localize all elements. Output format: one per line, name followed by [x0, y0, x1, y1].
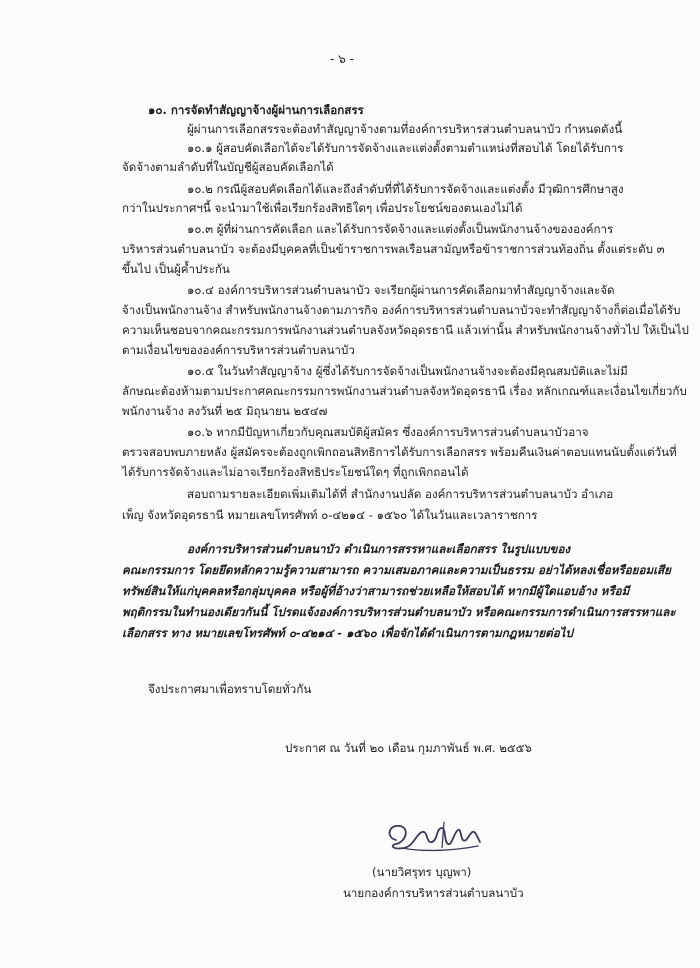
signer-title: นายกองค์การบริหารส่วนตำบลนาบัว — [343, 886, 524, 900]
item-10-3-line-2: บริหารส่วนตำบลนาบัว จะต้องมีบุคคลที่เป็นข้าราชการพลเรือนสามัญหรือข้าราชการส่วนท้องถิ่น ตั้งแต่ระดับ ๓ — [122, 242, 665, 256]
notice-line-4: พฤติกรรมในทำนองเดียวกันนี้ โปรดแจ้งองค์การบริหารส่วนตำบลนาบัว หรือคณะกรรมการดำเนินการสรรหาและ — [122, 605, 676, 619]
notice-line-3: ทรัพย์สินให้แก่บุคคลหรือกลุ่มบุคคล หรือผู้ที่อ้างว่าสามารถช่วยเหลือให้สอบได้ หากมีผู้ใดแอบอ้าง หรือมี — [122, 584, 630, 598]
item-10-4-line-2: จ้างเป็นพนักงานจ้าง สำหรับพนักงานจ้างตามภารกิจ องค์การบริหารส่วนตำบลนาบัวจะทำสัญญาจ้างก็ต่อเมื่อได้รับ — [122, 303, 681, 317]
item-10-2-line-1: ๑๐.๒ กรณีผู้สอบคัดเลือกได้และถึงลำดับที่ที่ได้รับการจัดจ้างและแต่งตั้ง มีวุฒิการศึกษาสูง — [187, 182, 624, 196]
item-10-2-line-2: กว่าในประกาศฯนี้ จะนำมาใช้เพื่อเรียกร้องสิทธิใดๆ เพื่อประโยชน์ของตนเองไม่ได้ — [122, 201, 523, 215]
notice-line-1: องค์การบริหารส่วนตำบลนาบัว ดำเนินการสรรหาและเลือกสรร ในรูปแบบของ — [187, 542, 571, 556]
item-10-4-line-1: ๑๐.๔ องค์การบริหารส่วนตำบลนาบัว จะเรียกผู้ผ่านการคัดเลือกมาทำสัญญาจ้างและจัด — [187, 283, 615, 297]
signature-image — [382, 818, 492, 858]
inquiry-line-1: สอบถามรายละเอียดเพิ่มเติมได้ที่ สำนักงานปลัด องค์การบริหารส่วนตำบลนาบัว อำเภอ — [187, 487, 614, 501]
inquiry-line-2: เพ็ญ จังหวัดอุดรธานี หมายเลขโทรศัพท์ ๐-๔๒๑๔ - ๑๕๖๐ ได้ในวันและเวลาราชการ — [122, 508, 538, 522]
item-10-1-line-2: จัดจ้างตามลำดับที่ในบัญชีผู้สอบคัดเลือกได้ — [122, 160, 334, 174]
date-line: ประกาศ ณ วันที่ ๒๐ เดือน กุมภาพันธ์ พ.ศ. ๒๕๕๖ — [285, 741, 532, 755]
announce-text: จึงประกาศมาเพื่อทราบโดยทั่วกัน — [148, 682, 312, 696]
item-10-6-line-3: ได้รับการจัดจ้างและไม่อาจเรียกร้องสิทธิประโยชน์ใดๆ ที่ถูกเพิกถอนได้ — [122, 465, 469, 479]
item-10-3-line-3: ขึ้นไป เป็นผู้ค้ำประกัน — [122, 262, 230, 276]
notice-line-5: เลือกสรร ทาง หมายเลขโทรศัพท์ ๐-๔๒๑๔ - ๑๕๖๐ เพื่อจักได้ดำเนินการตามกฎหมายต่อไป — [122, 626, 573, 640]
section-heading: ๑๐. การจัดทำสัญญาจ้างผู้ผ่านการเลือกสรร — [148, 103, 364, 117]
item-10-3-line-1: ๑๐.๓ ผู้ที่ผ่านการคัดเลือก และได้รับการจัดจ้างและแต่งตั้งเป็นพนักงานจ้างขององค์การ — [187, 222, 614, 236]
item-10-4-line-4: ตามเงื่อนไขขององค์การบริหารส่วนตำบลนาบัว — [122, 343, 355, 357]
signer-name: (นายวิศรุทร บุญพา) — [372, 865, 472, 879]
item-10-4-line-3: ความเห็นชอบจากคณะกรรมการพนักงานส่วนตำบลจังหวัดอุดรธานี แล้วเท่านั้น สำหรับพนักงานจ้างทั่วไป ให้เป็นไป — [122, 323, 689, 337]
notice-line-2: คณะกรรมการ โดยยึดหลักความรู้ความสามารถ ความเสมอภาคและความเป็นธรรม อย่าได้หลงเชื่อหรือยอมเสีย — [122, 563, 671, 577]
item-10-5-line-2: ลักษณะต้องห้ามตามประกาศคณะกรรมการพนักงานส่วนตำบลจังหวัดอุดรธานี เรื่อง หลักเกณฑ์และเงื่อนไขเกี่ยวกับ — [122, 384, 687, 398]
item-10-5-line-3: พนักงานจ้าง ลงวันที่ ๒๕ มิถุนายน ๒๕๔๗ — [122, 404, 328, 418]
item-10-1-line-1: ๑๐.๑ ผู้สอบคัดเลือกได้จะได้รับการจัดจ้างและแต่งตั้งตามตำแหน่งที่สอบได้ โดยได้รับการ — [187, 141, 624, 155]
item-10-6-line-1: ๑๐.๖ หากมีปัญหาเกี่ยวกับคุณสมบัติผู้สมัคร ซึ่งองค์การบริหารส่วนตำบลนาบัวอาจ — [187, 425, 589, 439]
page-number: - ๖ - — [330, 52, 354, 66]
item-10-5-line-1: ๑๐.๕ ในวันทำสัญญาจ้าง ผู้ซึ่งได้รับการจัดจ้างเป็นพนักงานจ้างจะต้องมีคุณสมบัติและไม่มี — [187, 364, 628, 378]
item-10-6-line-2: ตรวจสอบพบภายหลัง ผู้สมัครจะต้องถูกเพิกถอนสิทธิการได้รับการเลือกสรร พร้อมคืนเงินค่าตอบแทนนับตั้งแต่วันที่ — [122, 445, 677, 459]
intro-text: ผู้ผ่านการเลือกสรรจะต้องทำสัญญาจ้างตามที่องค์การบริหารส่วนตำบลนาบัว กำหนดดังนี้ — [187, 122, 623, 136]
